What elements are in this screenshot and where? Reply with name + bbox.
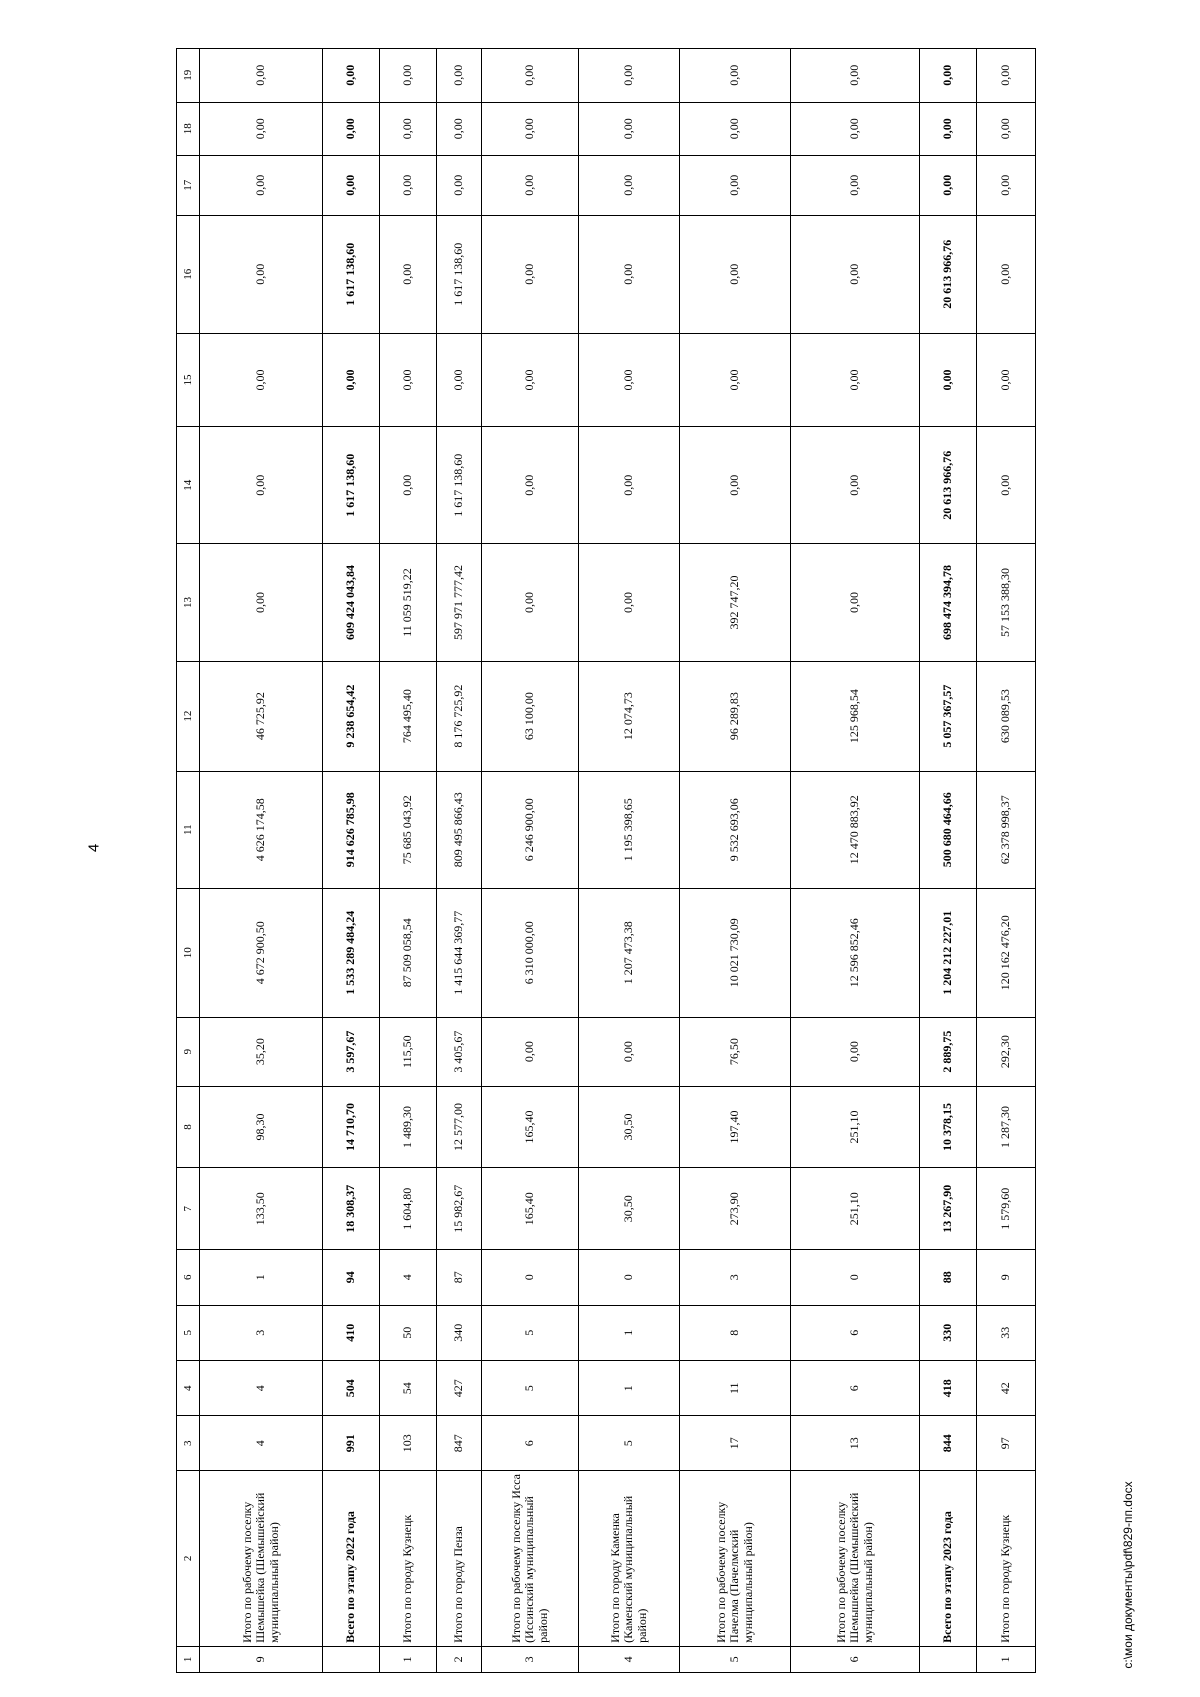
value-cell: 125 968,54 xyxy=(791,661,920,771)
value-cell: 0,00 xyxy=(680,333,791,426)
value-cell: 3 405,67 xyxy=(437,1017,482,1086)
row-index-cell: 4 xyxy=(579,1646,680,1672)
value-cell: 0,00 xyxy=(482,215,579,333)
value-cell: 0,00 xyxy=(579,333,680,426)
value-cell: 20 613 966,76 xyxy=(920,215,977,333)
value-cell: 197,40 xyxy=(680,1086,791,1168)
column-number: 2 xyxy=(177,1470,200,1646)
value-cell: 1 579,60 xyxy=(977,1168,1036,1250)
value-cell: 0,00 xyxy=(977,49,1036,103)
value-cell: 0,00 xyxy=(920,102,977,155)
value-cell: 2 889,75 xyxy=(920,1017,977,1086)
data-table xyxy=(176,48,1036,1673)
total-row xyxy=(323,49,380,1673)
value-cell: 50 xyxy=(380,1305,437,1360)
value-cell: 3 xyxy=(200,1305,323,1360)
value-cell: 0,00 xyxy=(680,49,791,103)
value-cell: 1 204 212 227,01 xyxy=(920,888,977,1017)
table-row xyxy=(579,49,680,1673)
value-cell: 76,50 xyxy=(680,1017,791,1086)
value-cell: 1 xyxy=(200,1250,323,1305)
value-cell: 94 xyxy=(323,1250,380,1305)
value-cell: 0,00 xyxy=(791,102,920,155)
value-cell: 5 xyxy=(579,1416,680,1470)
value-cell: 0,00 xyxy=(380,215,437,333)
value-cell: 9 xyxy=(977,1250,1036,1305)
table-row xyxy=(977,49,1036,1673)
value-cell: 14 710,70 xyxy=(323,1086,380,1168)
value-cell: 30,50 xyxy=(579,1168,680,1250)
value-cell: 0,00 xyxy=(482,1017,579,1086)
value-cell: 251,10 xyxy=(791,1086,920,1168)
table-container xyxy=(176,48,1178,1673)
value-cell: 9 532 693,06 xyxy=(680,771,791,888)
value-cell: 165,40 xyxy=(482,1168,579,1250)
value-cell: 0,00 xyxy=(579,49,680,103)
column-number: 5 xyxy=(177,1305,200,1360)
value-cell: 12 074,73 xyxy=(579,661,680,771)
column-number: 17 xyxy=(177,155,200,215)
value-cell: 0,00 xyxy=(579,215,680,333)
value-cell: 0,00 xyxy=(791,333,920,426)
value-cell: 0,00 xyxy=(200,544,323,661)
value-cell: 103 xyxy=(380,1416,437,1470)
column-number-row xyxy=(177,49,200,1673)
value-cell: 0,00 xyxy=(680,427,791,544)
value-cell: 0,00 xyxy=(791,215,920,333)
value-cell: 42 xyxy=(977,1361,1036,1416)
value-cell: 0,00 xyxy=(380,155,437,215)
value-cell: 6 xyxy=(791,1305,920,1360)
value-cell: 0,00 xyxy=(482,427,579,544)
value-cell: 11 xyxy=(680,1361,791,1416)
value-cell: 0,00 xyxy=(791,544,920,661)
value-cell: 1 617 138,60 xyxy=(323,427,380,544)
value-cell: 5 057 367,57 xyxy=(920,661,977,771)
value-cell: 62 378 998,37 xyxy=(977,771,1036,888)
value-cell: 273,90 xyxy=(680,1168,791,1250)
value-cell: 340 xyxy=(437,1305,482,1360)
value-cell: 0,00 xyxy=(200,215,323,333)
value-cell: 12 470 883,92 xyxy=(791,771,920,888)
value-cell: 98,30 xyxy=(200,1086,323,1168)
value-cell: 11 059 519,22 xyxy=(380,544,437,661)
value-cell: 10 021 730,09 xyxy=(680,888,791,1017)
value-cell: 1 617 138,60 xyxy=(437,215,482,333)
row-index-cell: 9 xyxy=(200,1646,323,1672)
value-cell: 0,00 xyxy=(482,333,579,426)
value-cell: 427 xyxy=(437,1361,482,1416)
row-index-cell: 6 xyxy=(791,1646,920,1672)
value-cell: 504 xyxy=(323,1361,380,1416)
table-row xyxy=(380,49,437,1673)
value-cell: 0,00 xyxy=(200,102,323,155)
value-cell: 914 626 785,98 xyxy=(323,771,380,888)
value-cell: 3 xyxy=(680,1250,791,1305)
row-name-cell: Итого по городу Каменка (Каменский муниципальный район) xyxy=(579,1470,680,1646)
value-cell: 809 495 866,43 xyxy=(437,771,482,888)
table-row xyxy=(680,49,791,1673)
column-number: 7 xyxy=(177,1168,200,1250)
row-name-cell: Итого по городу Кузнецк xyxy=(977,1470,1036,1646)
row-name-cell: Итого по городу Пенза xyxy=(437,1470,482,1646)
value-cell: 8 176 725,92 xyxy=(437,661,482,771)
rotated-table-frame xyxy=(176,48,1178,1673)
value-cell: 3 597,67 xyxy=(323,1017,380,1086)
value-cell: 0,00 xyxy=(482,49,579,103)
footer-file-path: c:\мои документы\pdf\829-пп.docx xyxy=(1121,1481,1135,1669)
value-cell: 1 195 398,65 xyxy=(579,771,680,888)
value-cell: 991 xyxy=(323,1416,380,1470)
column-number: 11 xyxy=(177,771,200,888)
value-cell: 10 378,15 xyxy=(920,1086,977,1168)
value-cell: 0,00 xyxy=(791,1017,920,1086)
value-cell: 0,00 xyxy=(482,155,579,215)
value-cell: 0,00 xyxy=(920,49,977,103)
value-cell: 0 xyxy=(579,1250,680,1305)
value-cell: 0,00 xyxy=(579,1017,680,1086)
page-number: 4 xyxy=(85,843,103,853)
value-cell: 30,50 xyxy=(579,1086,680,1168)
value-cell: 1 287,30 xyxy=(977,1086,1036,1168)
row-index-cell: 3 xyxy=(482,1646,579,1672)
value-cell: 0,00 xyxy=(380,427,437,544)
value-cell: 4 626 174,58 xyxy=(200,771,323,888)
value-cell: 0 xyxy=(791,1250,920,1305)
value-cell: 57 153 388,30 xyxy=(977,544,1036,661)
row-name-cell: Итого по рабочему поселку Пачелма (Пачелмский муниципальный район) xyxy=(680,1470,791,1646)
value-cell: 6 xyxy=(791,1361,920,1416)
value-cell: 392 747,20 xyxy=(680,544,791,661)
value-cell: 0,00 xyxy=(437,333,482,426)
value-cell: 0,00 xyxy=(437,102,482,155)
value-cell: 0,00 xyxy=(977,333,1036,426)
value-cell: 6 246 900,00 xyxy=(482,771,579,888)
value-cell: 0,00 xyxy=(380,102,437,155)
value-cell: 1 415 644 369,77 xyxy=(437,888,482,1017)
column-number: 19 xyxy=(177,49,200,103)
value-cell: 0,00 xyxy=(437,49,482,103)
row-name-cell: Итого по рабочему поселку Шемышейка (Шемышейский муниципальный район) xyxy=(791,1470,920,1646)
column-number: 4 xyxy=(177,1361,200,1416)
value-cell: 500 680 464,66 xyxy=(920,771,977,888)
table-row xyxy=(437,49,482,1673)
value-cell: 410 xyxy=(323,1305,380,1360)
value-cell: 1 207 473,38 xyxy=(579,888,680,1017)
value-cell: 1 617 138,60 xyxy=(437,427,482,544)
value-cell: 0,00 xyxy=(791,155,920,215)
value-cell: 88 xyxy=(920,1250,977,1305)
column-number: 3 xyxy=(177,1416,200,1470)
value-cell: 0,00 xyxy=(200,155,323,215)
value-cell: 1 604,80 xyxy=(380,1168,437,1250)
value-cell: 0,00 xyxy=(200,427,323,544)
value-cell: 0 xyxy=(482,1250,579,1305)
value-cell: 0,00 xyxy=(323,102,380,155)
value-cell: 46 725,92 xyxy=(200,661,323,771)
value-cell: 15 982,67 xyxy=(437,1168,482,1250)
value-cell: 0,00 xyxy=(579,102,680,155)
value-cell: 1 xyxy=(579,1361,680,1416)
row-name-cell: Итого по рабочему поселку Шемышейка (Шемышейский муниципальный район) xyxy=(200,1470,323,1646)
value-cell: 0,00 xyxy=(323,49,380,103)
value-cell: 1 xyxy=(579,1305,680,1360)
value-cell: 4 xyxy=(380,1250,437,1305)
value-cell: 0,00 xyxy=(579,544,680,661)
value-cell: 847 xyxy=(437,1416,482,1470)
value-cell: 17 xyxy=(680,1416,791,1470)
value-cell: 87 509 058,54 xyxy=(380,888,437,1017)
value-cell: 0,00 xyxy=(380,333,437,426)
value-cell: 115,50 xyxy=(380,1017,437,1086)
row-name-cell: Итого по рабочему поселку Исса (Иссинский муниципальный район) xyxy=(482,1470,579,1646)
value-cell: 165,40 xyxy=(482,1086,579,1168)
value-cell: 0,00 xyxy=(200,49,323,103)
table-row xyxy=(482,49,579,1673)
column-number: 18 xyxy=(177,102,200,155)
value-cell: 4 672 900,50 xyxy=(200,888,323,1017)
value-cell: 0,00 xyxy=(200,333,323,426)
value-cell: 0,00 xyxy=(920,333,977,426)
row-index-cell xyxy=(920,1646,977,1672)
total-row xyxy=(920,49,977,1673)
value-cell: 6 310 000,00 xyxy=(482,888,579,1017)
value-cell: 0,00 xyxy=(323,155,380,215)
row-index-cell: 2 xyxy=(437,1646,482,1672)
value-cell: 0,00 xyxy=(977,427,1036,544)
column-number: 13 xyxy=(177,544,200,661)
value-cell: 12 577,00 xyxy=(437,1086,482,1168)
column-number: 15 xyxy=(177,333,200,426)
value-cell: 35,20 xyxy=(200,1017,323,1086)
value-cell: 9 238 654,42 xyxy=(323,661,380,771)
row-index-cell: 5 xyxy=(680,1646,791,1672)
value-cell: 18 308,37 xyxy=(323,1168,380,1250)
column-number: 14 xyxy=(177,427,200,544)
value-cell: 87 xyxy=(437,1250,482,1305)
value-cell: 13 xyxy=(791,1416,920,1470)
value-cell: 4 xyxy=(200,1416,323,1470)
value-cell: 33 xyxy=(977,1305,1036,1360)
value-cell: 13 267,90 xyxy=(920,1168,977,1250)
column-number: 8 xyxy=(177,1086,200,1168)
row-index-cell: 1 xyxy=(977,1646,1036,1672)
value-cell: 4 xyxy=(200,1361,323,1416)
value-cell: 1 533 289 484,24 xyxy=(323,888,380,1017)
value-cell: 698 474 394,78 xyxy=(920,544,977,661)
table-row xyxy=(200,49,323,1673)
value-cell: 0,00 xyxy=(791,49,920,103)
value-cell: 1 489,30 xyxy=(380,1086,437,1168)
column-number: 9 xyxy=(177,1017,200,1086)
row-name-cell: Всего по этапу 2023 года xyxy=(920,1470,977,1646)
value-cell: 96 289,83 xyxy=(680,661,791,771)
value-cell: 0,00 xyxy=(323,333,380,426)
value-cell: 5 xyxy=(482,1361,579,1416)
value-cell: 0,00 xyxy=(482,102,579,155)
value-cell: 0,00 xyxy=(380,49,437,103)
value-cell: 133,50 xyxy=(200,1168,323,1250)
value-cell: 5 xyxy=(482,1305,579,1360)
value-cell: 0,00 xyxy=(680,155,791,215)
value-cell: 418 xyxy=(920,1361,977,1416)
row-name-cell: Итого по городу Кузнецк xyxy=(380,1470,437,1646)
value-cell: 75 685 043,92 xyxy=(380,771,437,888)
value-cell: 597 971 777,42 xyxy=(437,544,482,661)
value-cell: 0,00 xyxy=(977,155,1036,215)
value-cell: 630 089,53 xyxy=(977,661,1036,771)
value-cell: 6 xyxy=(482,1416,579,1470)
value-cell: 0,00 xyxy=(579,155,680,215)
row-index-cell xyxy=(323,1646,380,1672)
value-cell: 844 xyxy=(920,1416,977,1470)
value-cell: 54 xyxy=(380,1361,437,1416)
value-cell: 0,00 xyxy=(680,102,791,155)
value-cell: 97 xyxy=(977,1416,1036,1470)
value-cell: 330 xyxy=(920,1305,977,1360)
row-index-cell: 1 xyxy=(380,1646,437,1672)
value-cell: 609 424 043,84 xyxy=(323,544,380,661)
value-cell: 0,00 xyxy=(977,102,1036,155)
value-cell: 0,00 xyxy=(680,215,791,333)
value-cell: 764 495,40 xyxy=(380,661,437,771)
value-cell: 8 xyxy=(680,1305,791,1360)
column-number: 10 xyxy=(177,888,200,1017)
value-cell: 0,00 xyxy=(920,155,977,215)
value-cell: 0,00 xyxy=(482,544,579,661)
row-name-cell: Всего по этапу 2022 года xyxy=(323,1470,380,1646)
value-cell: 20 613 966,76 xyxy=(920,427,977,544)
value-cell: 1 617 138,60 xyxy=(323,215,380,333)
value-cell: 120 162 476,20 xyxy=(977,888,1036,1017)
value-cell: 0,00 xyxy=(437,155,482,215)
value-cell: 0,00 xyxy=(579,427,680,544)
value-cell: 63 100,00 xyxy=(482,661,579,771)
value-cell: 0,00 xyxy=(791,427,920,544)
column-number: 1 xyxy=(177,1646,200,1672)
column-number: 6 xyxy=(177,1250,200,1305)
column-number: 12 xyxy=(177,661,200,771)
table-row xyxy=(791,49,920,1673)
column-number: 16 xyxy=(177,215,200,333)
value-cell: 12 596 852,46 xyxy=(791,888,920,1017)
value-cell: 251,10 xyxy=(791,1168,920,1250)
value-cell: 292,30 xyxy=(977,1017,1036,1086)
value-cell: 0,00 xyxy=(977,215,1036,333)
